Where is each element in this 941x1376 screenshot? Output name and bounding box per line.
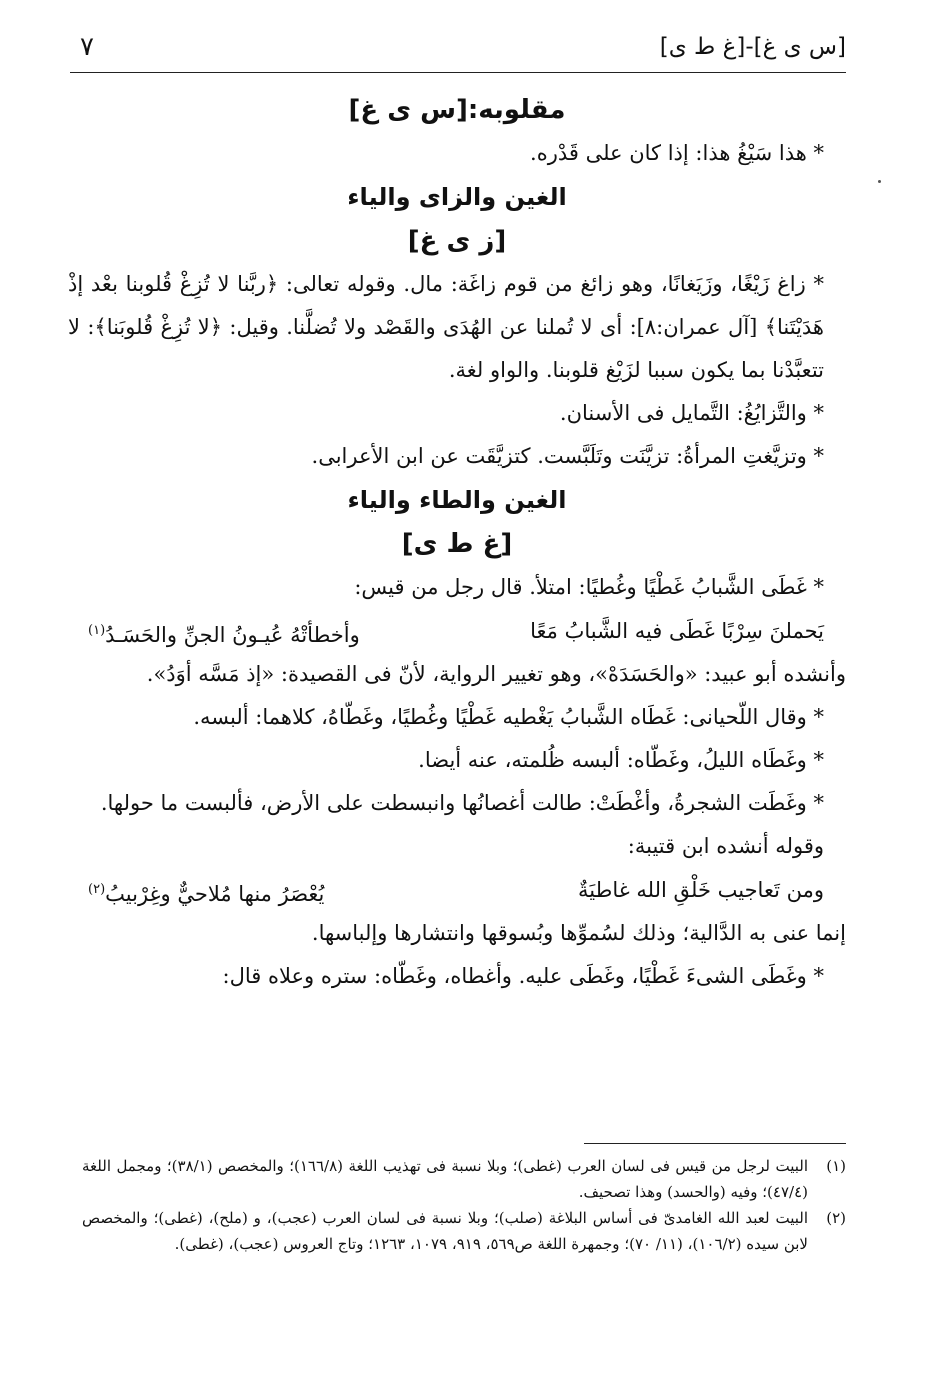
paragraph: وأنشده أبو عبيد: «والحَسَدَهْ»، وهو تغيير الرواية، لأنّ فى القصيدة: «إذ مَسَّه أوَدُ».: [146, 662, 846, 686]
footnote-item: [82, 1153, 846, 1205]
paragraph: * وغَطَى الشىءَ غَطْيًا، وغَطَى عليه. وأغطاه، وغَطّاه: ستره وعلاه قال:: [222, 964, 824, 988]
paragraph: * زاغ زَيْغًا، وزَيَغانًا، وهو زائغ من قوم زاغَة: مال. وقوله تعالى: ﴿ربَّنا لا تُزِغْ قُلوبنا بعْد إذْ هَدَيْتَنا﴾ [آل عمران:٨]: أى لا تُملنا عن الهُدَى والقَصْد ولا تُضلَّنا. وقيل: ﴿لا تُزِغْ قُلوبَنا﴾: لا تتعبَّدْنا بما يكون سببا لزَيْغ قلوبنا. والواو لغة.: [68, 272, 825, 382]
paragraph: * هذا سَيْغُ هذا: إذا كان على قَدْره.: [530, 141, 824, 165]
root-heading-z-y-gh: [ز ی غ]: [407, 226, 507, 256]
paragraph: * وغَطَاه الليلُ، وغَطّاه: ألبسه ظُلمته، عنه أيضا.: [418, 748, 824, 772]
poetry-verse: [68, 609, 846, 653]
margin-dot: [878, 180, 881, 183]
footnote-text: البيت لرجل من قيس فى لسان العرب (غطى)؛ وبلا نسبة فى تهذيب اللغة (١٦٦/٨)؛ والمخصص (٣٨/١)؛ ومجمل اللغة (٤٧/٤)؛ وفيه (والحسد) وهذا تصحيف.: [82, 1157, 808, 1201]
verse-second-hemistich: [88, 609, 360, 653]
page-number: ٧: [80, 32, 94, 62]
header-root-label: [س ی غ]-[غ ط ی]: [659, 34, 846, 60]
verse-first-hemistich: يَحملنَ سِرْبًا غَطَى فيه الشَّبابُ مَعًا: [530, 619, 824, 643]
footnote-separator: [584, 1143, 846, 1144]
footnote-text: البيت لعبد الله الغامدىّ فى أساس البلاغة (صلب)؛ وبلا نسبة فى لسان العرب (عجب)، و (ملح)، (غطى)؛ والمخصص لابن سيده (١٠٦/٢)، (١١/ ٧٠)؛ وجمهرة اللغة ص٥٦٩، ٩١٩، ١٠٧٩، ١٢٦٣؛ وتاج العروس (عجب)، (غطى).: [82, 1209, 808, 1253]
verse-first-hemistich: ومن تَعاجيب خَلْقِ الله غاطيَةٌ: [578, 878, 824, 902]
paragraph: * وقال اللّحيانى: غَطَاه الشَّبابُ يَغْطيه غَطْيًا وغُطيًا، وغَطّاهُ، كلاهما: ألبسه.: [193, 705, 824, 729]
verse-second-hemistich-text: يُعْصَرُ منها مُلاحيٌّ وغِرْبيبُ: [105, 882, 325, 906]
verse-second-hemistich-text: وأخطأتْهُ عُيـونُ الجنِّ والحَسَـدُ: [105, 623, 360, 647]
section-heading-ghayn-ta-ya: الغين والطاء والياء: [347, 486, 567, 514]
paragraph: إنما عنى به الدَّالية؛ وذلك لسُموِّها وبُسوقها وانتشارها وإلباسها.: [311, 921, 846, 945]
footnote-number: (١): [826, 1157, 846, 1175]
section-heading-ghayn-zay-ya: الغين والزاى والياء: [347, 183, 567, 211]
footnotes: [82, 1153, 846, 1257]
poetry-verse: [68, 868, 846, 912]
paragraph: وقوله أنشده ابن قتيبة:: [627, 834, 824, 858]
paragraph: * غَطَى الشَّبابُ غَطْيًا وغُطيًا: امتلأ. قال رجل من قيس:: [354, 575, 824, 599]
footnote-item: [82, 1205, 846, 1257]
root-heading-gh-t-y: [غ ط ی]: [401, 529, 513, 559]
section-heading-inverse: مقلوبه:[س ی غ]: [348, 95, 566, 125]
footnote-number: (٢): [826, 1209, 846, 1227]
running-header: [70, 28, 846, 73]
paragraph: * والتَّزايُغُ: التَّمايل فى الأسنان.: [559, 401, 824, 425]
paragraph: * وتزيَّغتِ المرأةُ: تزيَّنَت وتَلَبَّست. كتزيَّقَت عن ابن الأعرابى.: [311, 444, 824, 468]
footnote-marker: (١): [88, 623, 106, 638]
verse-second-hemistich: [88, 868, 324, 912]
main-text: [68, 88, 846, 998]
footnote-marker: (٢): [88, 882, 106, 897]
paragraph: * وغَطَت الشجرةُ، وأغْطَتْ: طالت أغصانُها وانبسطت على الأرض، فألبست ما حولها.: [100, 791, 824, 815]
